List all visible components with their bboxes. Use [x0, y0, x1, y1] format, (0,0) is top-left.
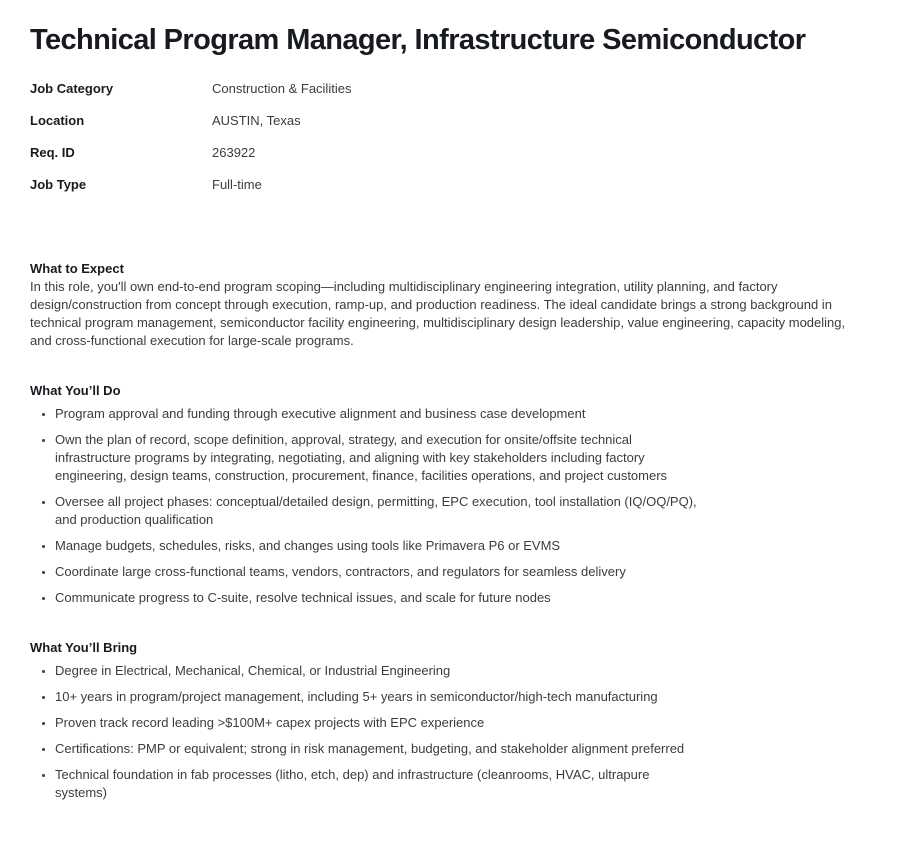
section-heading: What You’ll Bring — [30, 640, 138, 655]
detail-value: AUSTIN, Texas — [212, 113, 301, 128]
list-item: • Coordinate large cross-functional teams, vendors, contractors, and regulators for seamless delivery — [55, 563, 700, 581]
list-item: • Degree in Electrical, Mechanical, Chemical, or Industrial Engineering — [55, 662, 700, 680]
detail-row-location — [30, 112, 870, 130]
section-heading: What to Expect — [30, 261, 124, 276]
list-item: • Communicate progress to C-suite, resolve technical issues, and scale for future nodes — [55, 589, 700, 607]
job-details-table — [30, 80, 870, 194]
list-item: • Program approval and funding through executive alignment and business case development — [55, 405, 700, 423]
list-item: • Certifications: PMP or equivalent; strong in risk management, budgeting, and stakeholder alignment preferred — [55, 740, 700, 758]
section-what-youll-bring — [30, 639, 870, 802]
detail-label: Job Category — [30, 81, 114, 96]
list-item: • Technical foundation in fab processes (litho, etch, dep) and infrastructure (cleanrooms, HVAC, ultrapure systems) — [55, 766, 700, 802]
list-item: • 10+ years in program/project management, including 5+ years in semiconductor/high-tech manufacturing — [55, 688, 700, 706]
detail-value: 263922 — [212, 145, 256, 160]
page-title: Technical Program Manager, Infrastructure Semiconductor — [30, 24, 806, 56]
bullet-list — [30, 405, 700, 607]
detail-label: Job Type — [30, 177, 87, 192]
detail-value: Full-time — [212, 177, 262, 192]
list-item: • Proven track record leading >$100M+ capex projects with EPC experience — [55, 714, 700, 732]
detail-value: Construction & Facilities — [212, 81, 352, 96]
list-item: • Manage budgets, schedules, risks, and changes using tools like Primavera P6 or EVMS — [55, 537, 700, 555]
detail-label: Location — [30, 113, 85, 128]
job-posting-page — [0, 22, 900, 802]
detail-row-req-id — [30, 144, 870, 162]
section-heading: What You’ll Do — [30, 383, 121, 398]
list-item: • Own the plan of record, scope definition, approval, strategy, and execution for onsite/offsite technical infrastructure programs by integrating, negotiating, and aligning with key stakeholders including factory engineering, design teams, construction, procurement, finance, facilities operations, and project customers — [55, 431, 700, 485]
detail-label: Req. ID — [30, 145, 75, 160]
section-paragraph: In this role, you'll own end-to-end program scoping—including multidisciplinary engineering integration, utility planning, and factory design/construction from concept through execution, ramp-up, and production readiness. The ideal candidate brings a strong background in technical program management, semiconductor facility engineering, multidisciplinary design leadership, value engineering, capacity modeling, and cross-functional execution for large-scale programs. — [30, 279, 846, 348]
section-what-to-expect — [30, 260, 870, 350]
bullet-list — [30, 662, 700, 802]
list-item: • Oversee all project phases: conceptual/detailed design, permitting, EPC execution, tool installation (IQ/OQ/PQ), and production qualification — [55, 493, 700, 529]
section-what-youll-do — [30, 382, 870, 607]
detail-row-job-type — [30, 176, 870, 194]
detail-row-job-category — [30, 80, 870, 98]
